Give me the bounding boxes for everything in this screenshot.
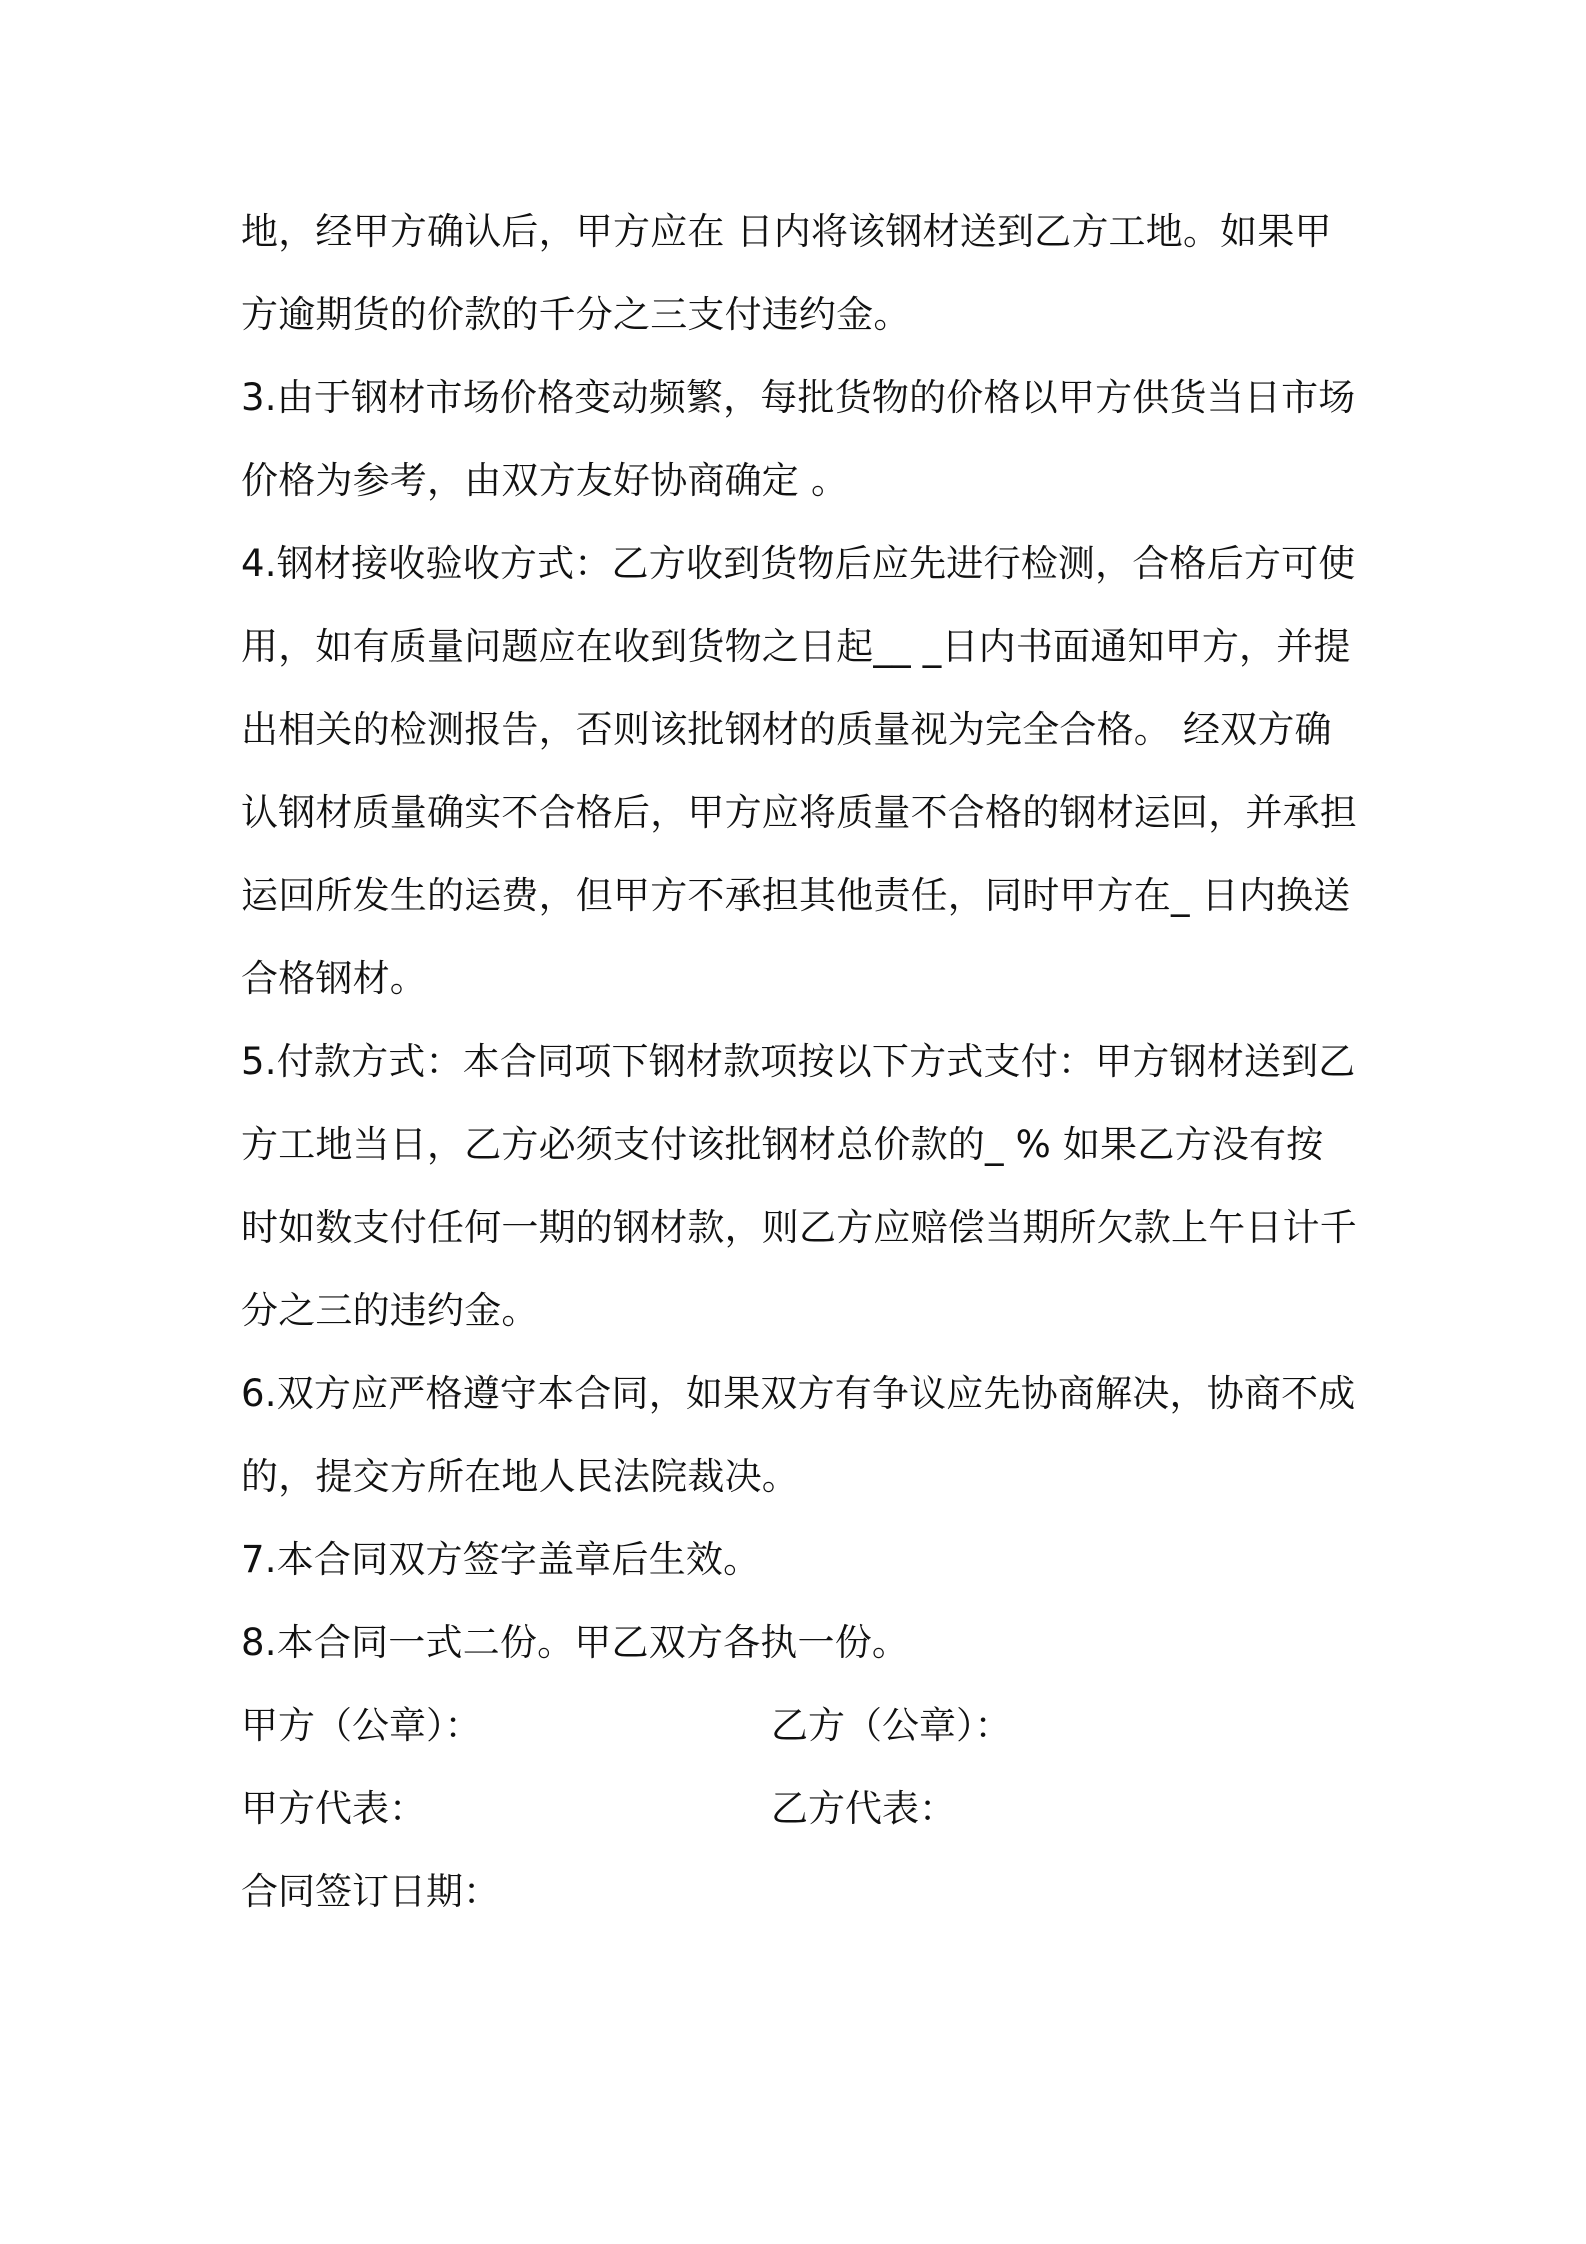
text-line: 地，经甲方确认后，甲方应在 日内将该钢材送到乙方工地。如果甲 (241, 210, 1332, 253)
party-b-seal-label: 乙方（公章）： (771, 1704, 1012, 1747)
party-a-rep-label: 甲方代表： (241, 1787, 426, 1830)
text-line: 方工地当日，乙方必须支付该批钢材总价款的_ % 如果乙方没有按 (241, 1123, 1324, 1166)
text-line: 方逾期货的价款的千分之三支付违约金。 (241, 293, 911, 336)
text-line: 合格钢材。 (241, 957, 427, 1000)
text-line: 用，如有质量问题应在收到货物之日起__ _日内书面通知甲方，并提 (241, 625, 1351, 668)
clause-5: 5.付款方式：本合同项下钢材款项按以下方式支付：甲方钢材送到乙 (241, 1040, 1356, 1083)
text-line: 出相关的检测报告，否则该批钢材的质量视为完全合格。 经双方确 (241, 708, 1332, 751)
clause-8: 8.本合同一式二份。甲乙双方各执一份。 (241, 1621, 910, 1664)
sign-date-row (241, 1850, 1361, 1933)
contract-body (241, 190, 1361, 1933)
clause-6: 6.双方应严格遵守本合同，如果双方有争议应先协商解决，协商不成 (241, 1372, 1356, 1415)
party-a-seal-label: 甲方（公章）： (241, 1704, 482, 1747)
clause-7: 7.本合同双方签字盖章后生效。 (241, 1538, 761, 1581)
clause-4: 4.钢材接收验收方式：乙方收到货物后应先进行检测，合格后方可使 (241, 542, 1356, 585)
text-line: 时如数支付任何一期的钢材款，则乙方应赔偿当期所欠款上午日计千 (241, 1206, 1357, 1249)
text-line: 分之三的违约金。 (241, 1289, 539, 1332)
seal-row (241, 1684, 1361, 1767)
representative-row (241, 1767, 1361, 1850)
sign-date-label: 合同签订日期： (241, 1870, 500, 1913)
party-b-rep-label: 乙方代表： (771, 1787, 956, 1830)
text-line: 的，提交方所在地人民法院裁决。 (241, 1455, 799, 1498)
text-line: 认钢材质量确实不合格后，甲方应将质量不合格的钢材运回，并承担 (241, 791, 1357, 834)
text-line: 运回所发生的运费，但甲方不承担其他责任，同时甲方在_ 日内换送 (241, 874, 1351, 917)
clause-3: 3.由于钢材市场价格变动频繁，每批货物的价格以甲方供货当日市场 (241, 376, 1356, 419)
text-line: 价格为参考，由双方友好协商确定 。 (241, 459, 849, 502)
